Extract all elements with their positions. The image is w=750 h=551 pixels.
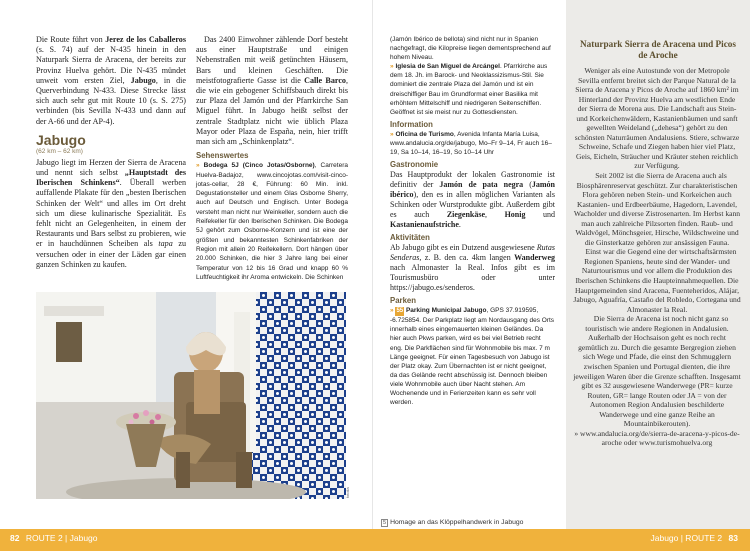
bodega-entry: » Bodega 5J (Cinco Jotas/Osborne), Carretera Huelva-Badajoz, www.cincojotas.com/visit-cinco-jotas-cellar, 28 €, Führung: 60 Min. inkl. Degustationsteller und einem Glas Osborne Sherry, auch auf Deutsch und Englisch. Unter Bodega versteht man nicht nur Weinkeller, sondern auch die Reifekeller für den Iberischen Schinken. Die Bodega 5J gehört zum Osborne-Konzern und ist eine der größten und bekanntesten Schinkenfabriken der Region mit allein 20 Reifekellern. Dort hängen über 20.000 Schinken, die hier 3 Jahre lang bei einer Temperatur von 12 bis 16 Grad und knapp 60 % Luftfeuchtigkeit ihr Aroma entwickeln. Die Schinken	[196, 162, 348, 281]
page-number-right: 83	[728, 533, 738, 543]
left-column-2	[196, 35, 348, 282]
sidebar-title: Naturpark Sierra de Aracena und Picos de Aroche	[580, 39, 736, 60]
village-paragraph: Das 2400 Einwohner zählende Dorf besteht aus einer Hauptstraße und einigen Nebenstraßen mit weiß getünchten Häusern, Bars und kleinen Geschäften. Die meistfotografierte Gasse ist die Calle Barco, die wie ein gebogener Schiffsbauch direkt bis zur Plaza del Jamón und der Pfarrkirche San Miguel führt. In Jabugo heißt selbst der zentrale Stadtplatz nicht wie üblich Plaza Mayor oder Plaza de España, nein, hier trifft man sich am „Schinkenplatz“.	[196, 35, 348, 147]
iglesia-entry: » Iglesia de San Miguel de Arcángel. Pfarrkirche aus dem 18. Jh. im Barock- und Neoklassizismus-Stil. Sie dominiert die zentrale Plaza del Jamón und ist ein dreischiffiger Bau im Grundformat einer Basilika mit erhöhtem Mittelschiff und niedrigeren Seitenschiffen. Geöffnet ist sie meist nur zu Gottesdiensten.	[390, 63, 548, 116]
sidebar-paragraph-4: Die Sierra de Aracena ist noch nicht ganz so touristisch wie andere Regionen in Andalusien. Außerhalb der Hochsaison geht es noch recht gemütlich zu. Durch die gesamte Bergregion ziehen sich Wege und Pfade, die einst den Schmugglern zwischen Spanien und Portugal dienten, die ihre jeweiligen Waren über die Grenze schafften. Insgesamt gibt es 32 ausgewiesene Wanderwege (PR= kurze Routen, GR= lange Routen oder JA = von der Autonomen Region Andalusien beschilderte Wanderwege und eine ganze Reihe an Mountainbikerouten).	[573, 314, 741, 429]
sidebar-paragraph-1: Weniger als eine Autostunde von der Metropole Sevilla entfernt breitet sich der Parque Natural de la Sierra de Aracena y Picos de Aroche auf 1860 km² im Hinterland der Provinz Huelva am westlichen Ende der Sierra de Morena aus. Die Landschaft aus Stein- und Korkeichenwäldern, Kastanienbäumen und sanft gewellten Weideland („dehesa“) gehört zu den schönsten Naturräumen Andalusiens. Stiere, schwarze Schweine, Schafe und Ziegen haben hier viel Platz, Geis, Eicheln, Sträucher und Kräuter stehen reichlich zur Verfügung.	[574, 66, 740, 171]
section-heading-distance: (62 km – 62 km)	[36, 147, 83, 155]
footer-right-label: Jabugo | ROUTE 2	[650, 533, 723, 543]
jabugo-statue-photo	[36, 292, 346, 499]
aktivitaeten-title: Aktivitäten	[390, 233, 430, 243]
left-column-1	[36, 35, 186, 270]
photo-caption: 5 Homage an das Klöppelhandwerk in Jabugo	[383, 519, 524, 526]
sidebar-text	[573, 66, 741, 448]
footer-left	[6, 533, 98, 543]
photo-illustration	[36, 292, 346, 499]
gastronomie-paragraph: Das Hauptprodukt der lokalen Gastronomie ist definitiv der Jamón de pata negra (Jamón ibérico), den es in allen möglichen Varianten als Schinken oder Wurstprodukte gibt. Außerdem gibt es auch Ziegenkäse, Honig und Kastanienaufstriche.	[390, 170, 556, 230]
sidebar-link[interactable]: » www.andalucia.org/de/sierra-de-aracena-y-picos-de-aroche oder www.turismohuelva.org	[574, 428, 740, 448]
jabugo-paragraph: Jabugo liegt im Herzen der Sierra de Aracena und nennt sich selbst „Hauptstadt des Iberischen Schinkens“. Überall werben auffallende Plakate für den „besten Iberischen Schinken der Welt“ und alles im Ort dreht sich um diese kulinarische Spezialität. Es fehlt nicht an Gelegenheiten, in einem der Restaurants und Bars selbst zu probieren, wie er in hauchdünnen Scheiben als tapa zu versuchen oder in einer der Läden gar einen ganzen Schinken zu kaufen.	[36, 157, 186, 269]
information-title: Information	[390, 119, 433, 129]
parken-title: Parken	[390, 296, 417, 306]
photo-credit: fotolia	[345, 487, 350, 498]
footer-right	[650, 533, 742, 543]
information-entry: » Oficina de Turismo, Avenida Infanta María Luisa, www.andalucia.org/de/jabugo, Mo–Fr 9–14, Fr auch 16–19, Sa 10–14, 16–19, So 10–14 Uhr	[390, 130, 552, 157]
sidebar-paragraph-3: Einst war die Gegend eine der wirtschaftsärmsten Regionen Spaniens, heute sind der Wander- und Naturtourismus und vor allem die Produktion des Iberischen Schinkens die Haupteinnahmequellen. Die Hauptgemeinden sind Aracena, Fuenteheridos, Alájar, Jabugo, Aguafría, Castaño del Robledo, Cortegana und Almonaster la Real.	[573, 247, 741, 314]
parken-entry: » 55 Parking Municipal Jabugo, GPS 37.919595, -6.725854. Der Parkplatz liegt am Nordausgang des Orts innerhalb eines eingemauerten kleinen Geländes. Da hier auch Pkws parken, wird es bei viel Betrieb recht eng. Die Parkflächen sind für Wohnmobile bis max. 7 m Länge geeignet. Für einen Tagesbesuch von Jabugo ist der Platz okay. Zum Übernachten ist er nicht geeignet, da das Gelände recht abschüssig ist. Dennoch bleiben viele Wohnmobile auch über Nacht stehen. Am Wochenende und in Ferienzeiten kann es sehr voll werden.	[390, 307, 555, 407]
right-column-3	[390, 35, 555, 407]
footer-bar	[0, 529, 750, 551]
intro-paragraph: Die Route führt von Jerez de los Caballeros (s. S. 74) auf der N-435 hinein in den Naturpark Sierra de Aracena, der bereits zur Provinz Huelva gehört. Die N-435 mündet unweit vom ersten Ziel, Jabugo, in die Querverbindung N-433. Diese Strecke lässt sich auch sehr gut mit Route 10 (s. S. 275) verbinden (bis Sevilla N-433 und dann auf der A-66 und der AP-4).	[36, 35, 186, 126]
page-number-left: 82	[10, 533, 20, 543]
caption-number: 5	[383, 520, 387, 526]
sehenswertes-title: Sehenswertes	[196, 151, 249, 161]
section-heading-jabugo: Jabugo	[36, 131, 86, 148]
footer-left-label: ROUTE 2 | Jabugo	[25, 533, 98, 543]
aktivitaeten-paragraph: Ab Jabugo gibt es ein Dutzend ausgewiesene Rutas Senderas, z. B. den ca. 4km langen Wanderweg nach Almonaster la Real. Infos gibt es im Tourismusbüro oder unter https://jabugo.es/senderos.	[390, 243, 555, 293]
sidebar-paragraph-2: Seit 2002 ist die Sierra de Aracena auch als Biosphärenreservat geschützt. Zur charakteristischen Flora gehören neben Stein- und Korkeichen auch Kastanien- und Erdbeerbäume, Hagedorn, Lavendel, Wacholder und diverse Zistrosenarten. Im Herbst kann man auch zahlreiche Pilzsorten finden. Raub- und Waldvögel, Mönchsgeier, Hirsche, Wildschweine und die Ginsterkatze gehören zur ansässigen Fauna.	[573, 171, 741, 247]
jamon-continued: (Jamón Ibérico de bellota) sind nicht nur in Spanien nachgefragt, die Kilopreise liegen dementsprechend auf hohem Niveau.	[390, 36, 551, 62]
gastronomie-title: Gastronomie	[390, 160, 439, 170]
parking-badge: 55	[395, 307, 404, 316]
